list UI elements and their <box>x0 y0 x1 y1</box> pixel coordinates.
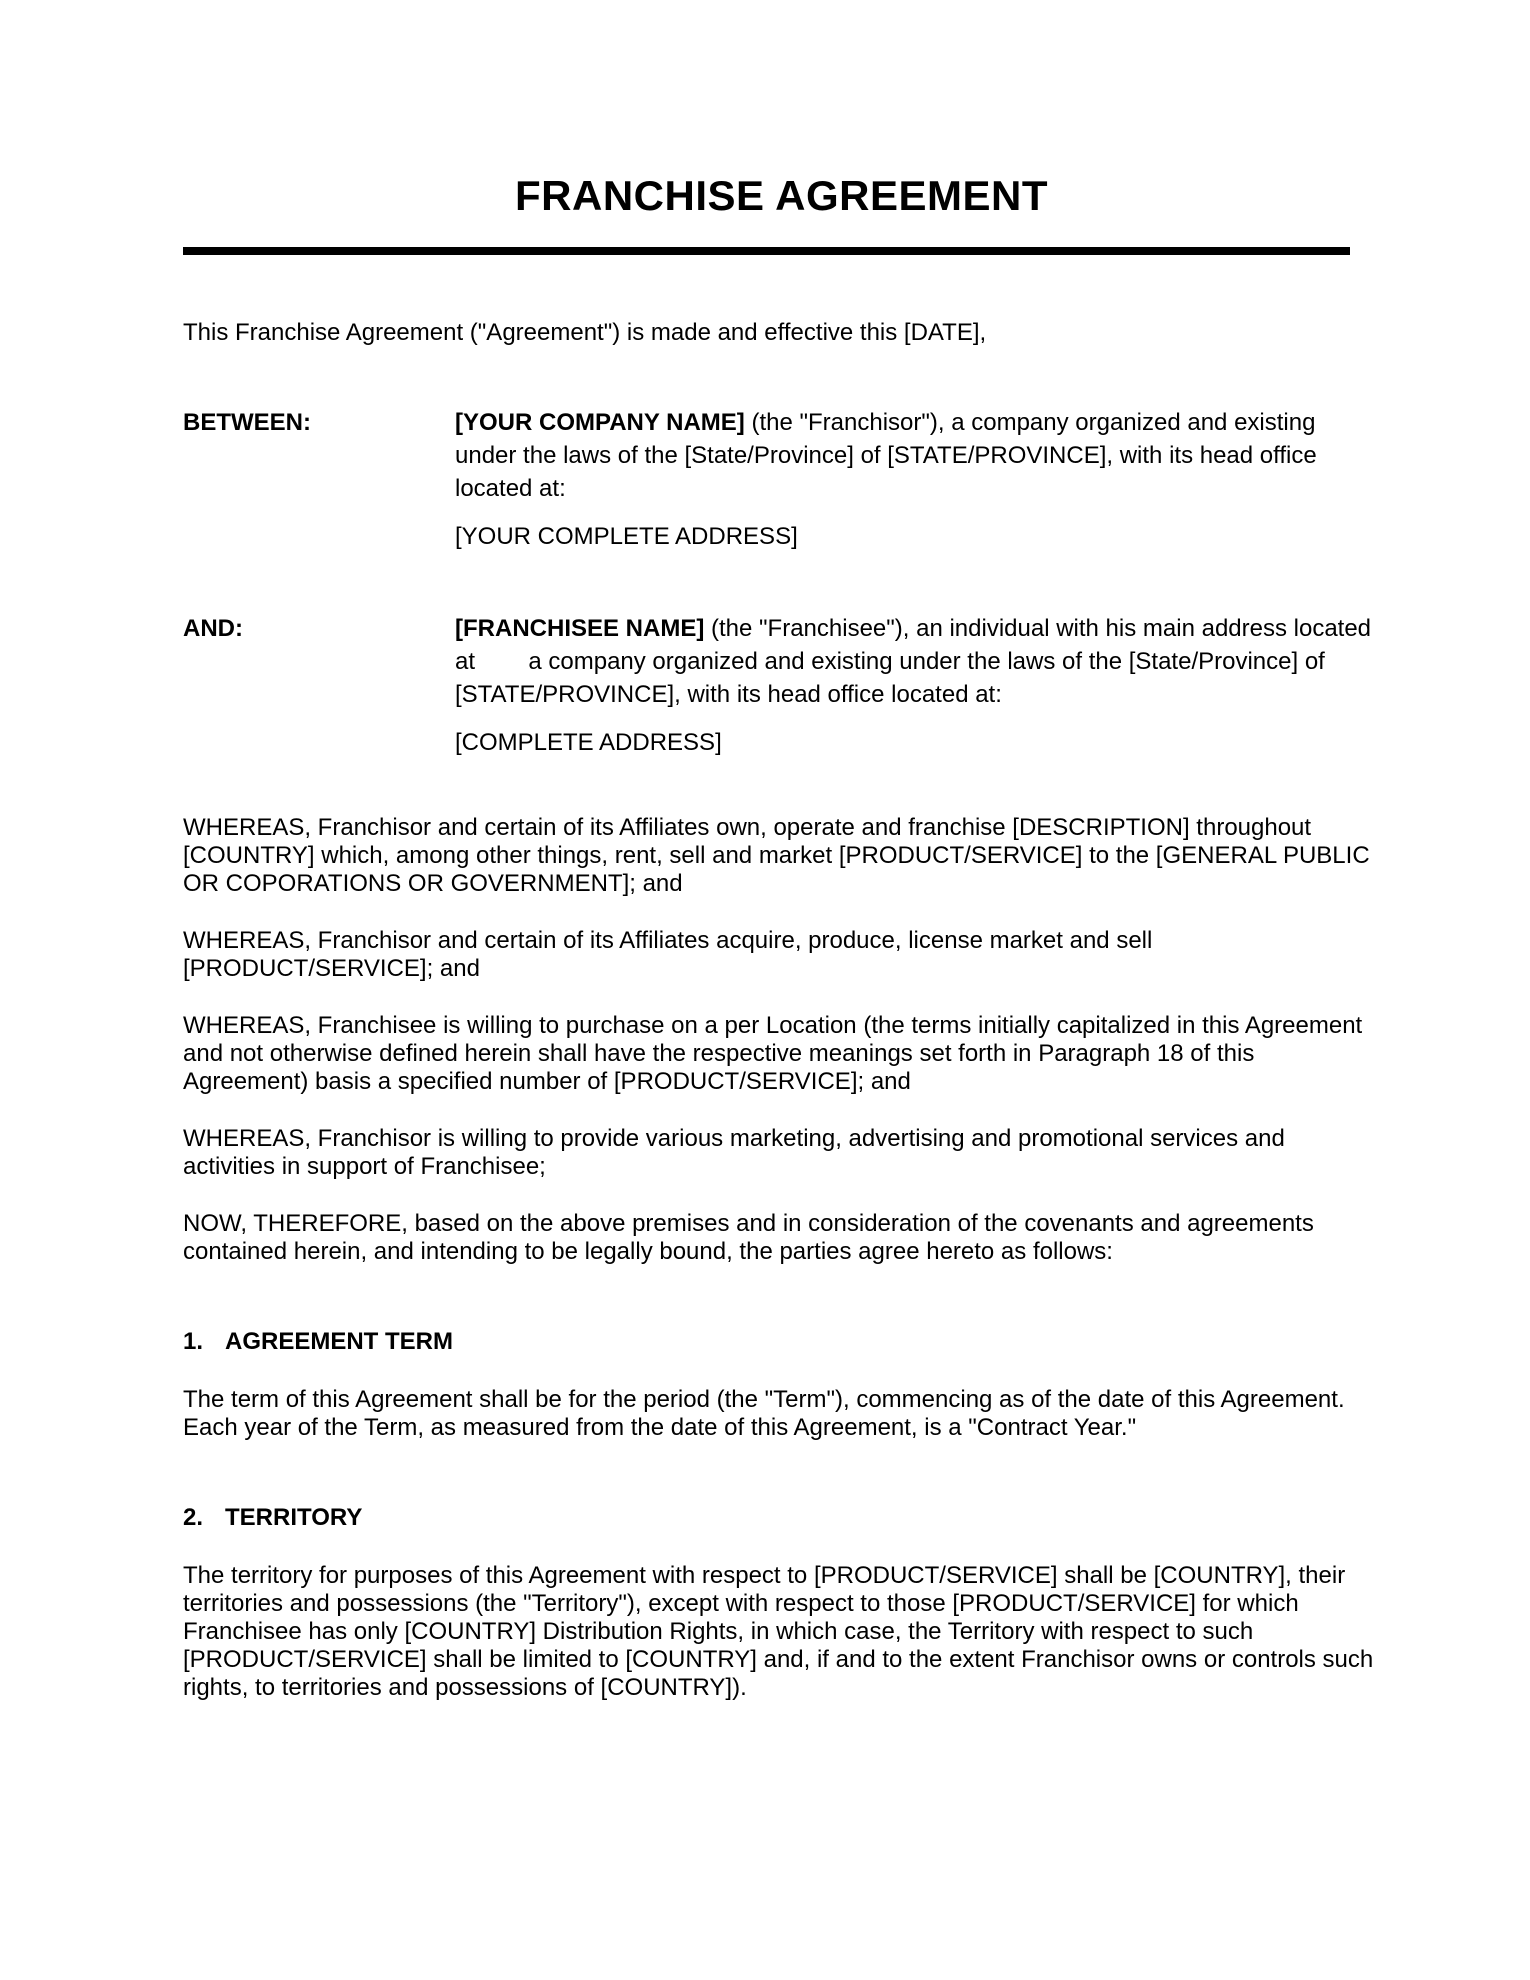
section-number-1: 1. <box>183 1328 204 1355</box>
section-body-territory: The territory for purposes of this Agreement with respect to [PRODUCT/SERVICE] shall be [COUNTRY], their territories and possessions (the "Territory"), except with respect to those [PRODUCT/SERVICE] for which Franchisee has only [COUNTRY] Distribution Rights, in which case, the Territory with respect to such [PRODUCT/SERVICE] shall be limited to [COUNTRY] and, if and to the extent Franchisor owns or controls such rights, to territories and possessions of [COUNTRY]). <box>183 1562 1374 1701</box>
recital-paragraph-3: WHEREAS, Franchisee is willing to purchase on a per Location (the terms initially capitalized in this Agreement and not otherwise defined herein shall have the respective meanings set forth in Paragraph 18 of this Agreement) basis a specified number of [PRODUCT/SERVICE]; and <box>183 1012 1363 1095</box>
section-heading-text-1: AGREEMENT TERM <box>225 1328 453 1355</box>
franchisor-details: (the "Franchisor"), a company organized and existing under the laws of the [State/Province] of [STATE/PROVINCE], with its head office located at: <box>455 409 1324 502</box>
now-therefore-paragraph: NOW, THEREFORE, based on the above premises and in consideration of the covenants and agreements contained herein, and intending to be legally bound, the parties agree hereto as follows: <box>183 1210 1314 1265</box>
franchisee-details: (the "Franchisee"), an individual with his main address located at a company organized and existing under the laws of the [State/Province] of [STATE/PROVINCE], with its head office located at: <box>455 615 1378 708</box>
section-body-agreement-term: The term of this Agreement shall be for the period (the "Term"), commencing as of the date of this Agreement. Each year of the Term, as measured from the date of this Agreement, is a "Contract Year." <box>183 1386 1345 1441</box>
document-title: FRANCHISE AGREEMENT <box>515 172 1048 219</box>
party-and-label: AND: <box>183 615 243 642</box>
recital-paragraph-2: WHEREAS, Franchisor and certain of its Affiliates acquire, produce, license market and sell [PRODUCT/SERVICE]; and <box>183 927 1153 982</box>
recital-paragraph-1: WHEREAS, Franchisor and certain of its Affiliates own, operate and franchise [DESCRIPTION] throughout [COUNTRY] which, among other things, rent, sell and market [PRODUCT/SERVICE] to the [GENERAL PUBLIC OR COPORATIONS OR GOVERNMENT]; and <box>183 814 1370 897</box>
party-between-label: BETWEEN: <box>183 409 311 436</box>
party-between-row <box>183 406 1380 505</box>
party-between-description <box>455 406 1380 505</box>
intro-paragraph: This Franchise Agreement ("Agreement") is made and effective this [DATE], <box>183 319 987 346</box>
recital-paragraph-4: WHEREAS, Franchisor is willing to provide various marketing, advertising and promotional services and activities in support of Franchisee; <box>183 1125 1285 1180</box>
franchisee-name: [FRANCHISEE NAME] <box>455 615 705 642</box>
party-and-description <box>455 612 1380 711</box>
franchisor-name: [YOUR COMPANY NAME] <box>455 409 745 436</box>
franchisee-address: [COMPLETE ADDRESS] <box>455 729 722 756</box>
franchisor-address: [YOUR COMPLETE ADDRESS] <box>455 523 798 550</box>
section-heading-agreement-term <box>183 1328 1380 1356</box>
party-and-row <box>183 612 1380 711</box>
title-divider <box>183 247 1350 255</box>
section-heading-territory <box>183 1504 1380 1532</box>
section-number-2: 2. <box>183 1504 204 1531</box>
section-heading-text-2: TERRITORY <box>225 1504 363 1531</box>
